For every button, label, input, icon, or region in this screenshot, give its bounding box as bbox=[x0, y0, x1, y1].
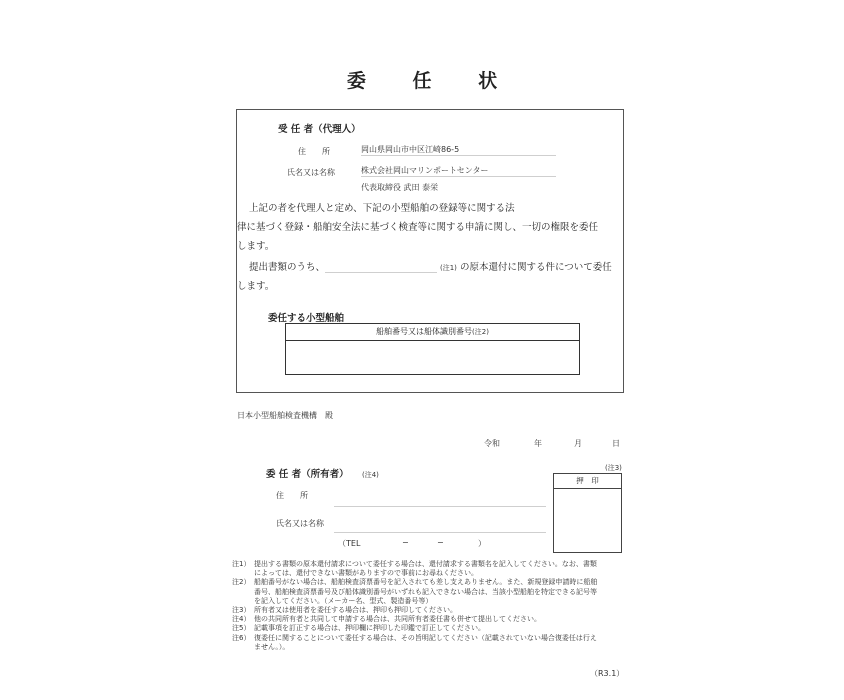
document-name-blank[interactable] bbox=[325, 272, 437, 273]
body-line-5: します。 bbox=[237, 281, 275, 292]
vessel-column-header: 船舶番号又は船体識別番号 bbox=[376, 327, 473, 336]
date-day-label: 日 bbox=[612, 439, 620, 448]
seal-box[interactable] bbox=[553, 473, 622, 553]
agent-name-value: 株式会社岡山マリンポートセンター bbox=[361, 165, 556, 177]
note4-marker: (注4) bbox=[362, 471, 379, 479]
note-row: 注2） 船舶番号がない場合は、船舶検査済票番号を記入されても差し支えありません。また、新規登録申請時に船舶 bbox=[232, 578, 598, 587]
principal-address-field[interactable] bbox=[334, 506, 546, 507]
tel-open: （TEL bbox=[338, 539, 361, 548]
date-year-label: 年 bbox=[534, 439, 542, 448]
tel-dash-1: − bbox=[402, 538, 409, 547]
note-row: 注3） 所有者又は使用者を委任する場合は、押印も押印してください。 bbox=[232, 606, 457, 615]
note-row: 注5） 記載事項を訂正する場合は、押印欄に押印した印鑑で訂正してください。 bbox=[232, 624, 485, 633]
note-row: を記入してください。（メーカー名、型式、製造番号等） bbox=[254, 596, 433, 605]
document-title: 委 任 状 bbox=[346, 70, 518, 92]
body-line-1: 上記の者を代理人と定め、下記の小型船舶の登録等に関する法 bbox=[249, 203, 515, 214]
note-row: 注4） 他の共同所有者と共同して申請する場合は、共同所有者委任書も併せて提出してください。 bbox=[232, 615, 541, 624]
tel-dash-2: − bbox=[437, 538, 444, 547]
principal-name-label: 氏名又は名称 bbox=[276, 519, 324, 528]
note-row: によっては、還付できない書類がありますので事前にお尋ねください。 bbox=[254, 569, 478, 578]
body-line-4-prefix: 提出書類のうち、 bbox=[249, 262, 326, 273]
date-month-label: 月 bbox=[574, 439, 582, 448]
principal-address-label: 住 所 bbox=[276, 491, 308, 500]
principal-heading: 委 任 者（所有者） bbox=[266, 469, 349, 480]
vessel-heading: 委任する小型船舶 bbox=[268, 313, 345, 324]
body-line-2: 律に基づく登録・船舶安全法に基づく検査等に関する申請に関し、一切の権限を委任 bbox=[237, 222, 599, 233]
agent-address-label: 住 所 bbox=[298, 147, 330, 156]
note-row: 番号、船舶検査済票番号及び船体識別番号がいずれも記入できない場合は、当該小型船舶を特定できる記号等 bbox=[254, 587, 597, 596]
agent-address-value: 岡山県岡山市中区江崎86-5 bbox=[361, 144, 556, 156]
note2-marker: (注2) bbox=[472, 328, 489, 336]
body-line-3: します。 bbox=[237, 241, 275, 252]
vessel-number-field[interactable] bbox=[286, 341, 579, 374]
version-label: （R3.1） bbox=[590, 669, 625, 678]
note-row: 注1） 提出する書類の原本還付請求について委任する場合は、還付請求する書類名を記入してください。なお、書類 bbox=[232, 560, 597, 568]
agent-name-label: 氏名又は名称 bbox=[287, 168, 335, 177]
principal-name-field[interactable] bbox=[334, 532, 546, 533]
agent-heading: 受 任 者（代理人） bbox=[278, 124, 361, 135]
date-era: 令和 bbox=[484, 439, 500, 448]
note1-marker: (注1) bbox=[440, 264, 457, 272]
seal-label: 押 印 bbox=[554, 474, 621, 489]
tel-close: ） bbox=[478, 539, 486, 548]
note-row: ません。）。 bbox=[254, 642, 290, 651]
body-line-4-suffix: の原本還付に関する件について委任 bbox=[460, 262, 612, 273]
vessel-table bbox=[285, 323, 580, 375]
agent-representative: 代表取締役 武田 泰栄 bbox=[361, 183, 439, 192]
addressee: 日本小型船舶検査機構 殿 bbox=[237, 411, 333, 420]
notes-list bbox=[232, 560, 624, 652]
vessel-table-header bbox=[286, 324, 579, 341]
note-row: 注6） 復委任に関することについて委任する場合は、その旨明記してください（記載されていない場合復委任は行え bbox=[232, 633, 597, 642]
note3-marker: (注3) bbox=[605, 464, 622, 472]
